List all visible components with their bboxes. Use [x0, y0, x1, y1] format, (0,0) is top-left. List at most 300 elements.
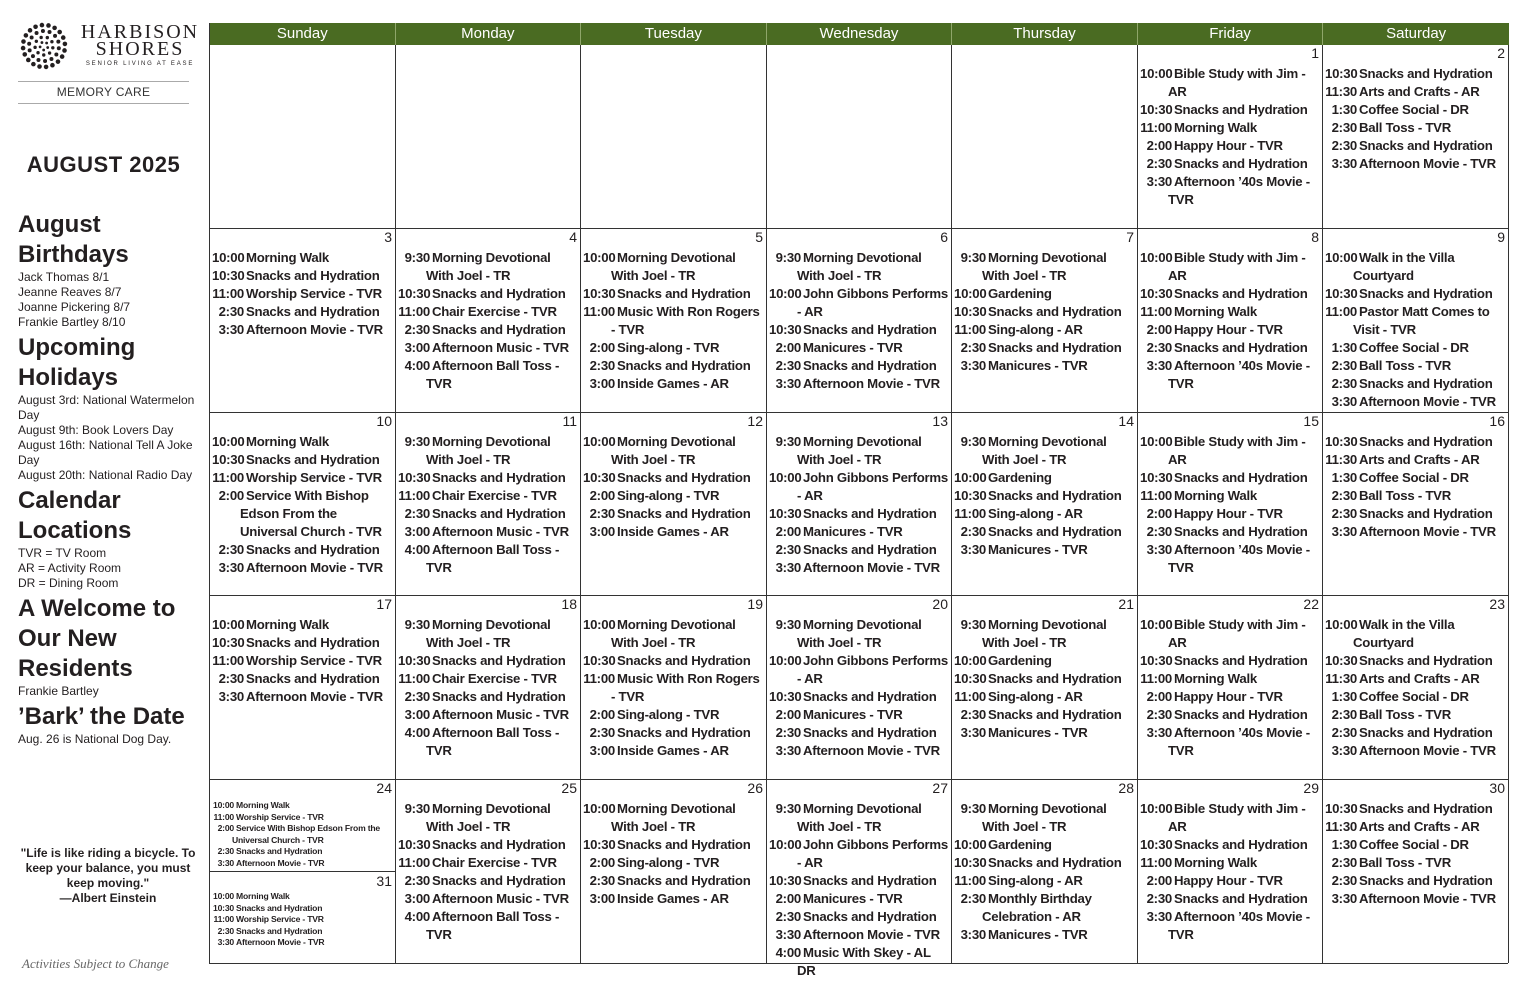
- logo-dot: [21, 46, 26, 51]
- event-time: 11:00: [212, 470, 244, 485]
- event-title: Snacks and Hydration: [1174, 837, 1308, 852]
- day-number: 18: [561, 596, 577, 612]
- event-time: 2:30: [218, 304, 244, 319]
- event-time: 2:30: [1146, 707, 1172, 722]
- event-time: 11:00: [1140, 671, 1172, 686]
- calendar-event: [769, 469, 950, 505]
- calendar-event: [1140, 908, 1321, 944]
- calendar-event: [769, 742, 950, 760]
- event-time: 11:00: [954, 506, 986, 521]
- event-time: 10:30: [583, 837, 616, 852]
- day-number: 10: [376, 413, 392, 429]
- logo-dot: [60, 54, 65, 59]
- day-number: 20: [932, 596, 948, 612]
- day-cell: [1138, 229, 1323, 413]
- event-list: [212, 800, 394, 869]
- logo-dot: [39, 36, 42, 39]
- day-number: 1: [1311, 45, 1319, 61]
- calendar-event: [954, 836, 1136, 854]
- event-time: 2:30: [960, 340, 986, 355]
- calendar-event: [583, 706, 765, 724]
- event-title: Snacks and Hydration: [1359, 286, 1493, 301]
- event-title: Morning Devotional With Joel - TR: [426, 434, 551, 467]
- event-title: Afternoon ’40s Movie - TVR: [1168, 909, 1310, 942]
- event-time: 9:30: [775, 434, 801, 449]
- event-title: Afternoon Movie - TVR: [1359, 394, 1496, 409]
- logo-dot: [41, 29, 45, 33]
- calendar-event: [1140, 724, 1321, 760]
- calendar-event: [769, 836, 950, 872]
- event-title: Snacks and Hydration: [432, 470, 566, 485]
- calendar-event: [1140, 836, 1321, 854]
- logo-dot: [43, 59, 47, 63]
- event-title: Snacks and Hydration: [246, 268, 380, 283]
- calendar-event: [1325, 724, 1507, 742]
- calendar-event: [398, 872, 579, 890]
- event-title: Snacks and Hydration: [988, 707, 1122, 722]
- calendar-event: [1140, 469, 1321, 487]
- event-time: 2:30: [217, 846, 234, 856]
- event-title: Snacks and Hydration: [617, 470, 751, 485]
- event-list: [398, 800, 579, 944]
- event-time: 11:00: [212, 286, 244, 301]
- event-list: [954, 616, 1136, 742]
- day-of-week-saturday: Saturday: [1386, 25, 1447, 42]
- calendar-event: [769, 800, 950, 836]
- event-title: Snacks and Hydration: [246, 452, 380, 467]
- event-time: 11:00: [954, 873, 986, 888]
- event-title: Manicures - TVR: [988, 358, 1088, 373]
- event-title: Snacks and Hydration: [246, 635, 380, 650]
- event-time: 10:00: [954, 470, 987, 485]
- event-title: Ball Toss - TVR: [1359, 488, 1451, 503]
- event-title: John Gibbons Performs - AR: [797, 653, 948, 686]
- event-time: 2:30: [404, 873, 430, 888]
- calendar-event: [583, 285, 765, 303]
- event-title: Afternoon Ball Toss - TVR: [426, 542, 560, 575]
- event-time: 10:30: [954, 488, 987, 503]
- calendar-event: [954, 616, 1136, 652]
- calendar-event: [1325, 742, 1507, 760]
- event-title: Morning Walk: [236, 800, 290, 810]
- event-title: Sing-along - TVR: [617, 488, 720, 503]
- event-time: 2:30: [589, 506, 615, 521]
- event-title: Snacks and Hydration: [1174, 524, 1308, 539]
- quote-text: "Life is like riding a bicycle. To keep your balance, you must keep moving.": [20, 846, 196, 890]
- event-list: [1140, 800, 1321, 944]
- calendar-event: [1140, 523, 1321, 541]
- calendar-event: [212, 541, 394, 559]
- event-title: Service With Bishop Edson From the Universal Church - TVR: [240, 488, 382, 539]
- event-title: Afternoon Movie - TVR: [1359, 743, 1496, 758]
- event-title: Worship Service - TVR: [246, 286, 382, 301]
- day-of-week-thursday: Thursday: [952, 23, 1138, 45]
- event-time: 3:30: [775, 376, 801, 391]
- event-title: Morning Devotional With Joel - TR: [426, 250, 551, 283]
- event-time: 2:30: [960, 707, 986, 722]
- day-cell: [581, 45, 767, 229]
- event-title: Snacks and Hydration: [236, 925, 323, 936]
- sidebar-section-line: TVR = TV Room: [18, 546, 107, 560]
- event-time: 3:30: [218, 322, 244, 337]
- event-title: Arts and Crafts - AR: [1359, 84, 1480, 99]
- calendar-event: [1325, 249, 1507, 285]
- event-title: Morning Devotional With Joel - TR: [426, 801, 551, 834]
- event-title: Morning Devotional With Joel - TR: [982, 801, 1107, 834]
- day-cell: [767, 596, 952, 780]
- event-time: 2:00: [775, 891, 801, 906]
- logo-dot: [42, 49, 45, 52]
- calendar-event: [212, 451, 394, 469]
- event-title: Music With Skey - AL DR: [797, 945, 931, 978]
- day-cell: [767, 413, 952, 596]
- sidebar-section-line: Frankie Bartley 8/10: [18, 315, 126, 329]
- event-title: Coffee Social - DR: [1359, 470, 1469, 485]
- event-title: Bible Study with Jim - AR: [1168, 434, 1306, 467]
- day-number: 15: [1303, 413, 1319, 429]
- event-title: Snacks and Hydration: [988, 488, 1122, 503]
- calendar-event: [954, 724, 1136, 742]
- logo-dot: [26, 58, 31, 63]
- event-title: Snacks and Hydration: [432, 873, 566, 888]
- event-title: Ball Toss - TVR: [1359, 120, 1451, 135]
- event-title: Morning Devotional With Joel - TR: [611, 250, 736, 283]
- event-title: Coffee Social - DR: [1359, 102, 1469, 117]
- event-time: 1:30: [1331, 102, 1357, 117]
- logo-dot: [56, 59, 61, 64]
- calendar-event: [398, 908, 579, 944]
- event-title: Afternoon Movie - TVR: [236, 857, 325, 868]
- calendar-event: [954, 303, 1136, 321]
- month-title: AUGUST 2025: [26, 152, 181, 177]
- event-time: 2:00: [589, 488, 615, 503]
- calendar-event: [398, 487, 579, 505]
- event-time: 3:30: [775, 743, 801, 758]
- logo-dot: [53, 34, 57, 38]
- sidebar-section-line: AR = Activity Room: [18, 561, 122, 575]
- event-title: Inside Games - AR: [617, 743, 729, 758]
- calendar-event: [769, 433, 950, 469]
- event-title: Inside Games - AR: [617, 524, 729, 539]
- event-time: 2:30: [217, 925, 234, 936]
- event-list: [1325, 65, 1507, 173]
- day-cell: [581, 780, 767, 963]
- event-time: 3:30: [1331, 156, 1357, 171]
- logo-name-line1: HARBISON: [80, 21, 200, 43]
- day-number: 5: [755, 229, 763, 245]
- event-time: 10:30: [1325, 653, 1358, 668]
- calendar-event: [583, 724, 765, 742]
- calendar-event: [583, 303, 765, 339]
- calendar-event: [1325, 872, 1507, 890]
- calendar-event: [954, 926, 1136, 944]
- event-time: 3:30: [1331, 891, 1357, 906]
- einstein-quote: [18, 846, 198, 906]
- calendar-body: [210, 45, 1509, 978]
- event-time: 3:30: [960, 358, 986, 373]
- sidebar-section-line: August 3rd: National Watermelon Day: [18, 393, 195, 422]
- event-title: Afternoon Movie - TVR: [803, 376, 940, 391]
- logo-name-line2: SHORES: [95, 38, 185, 60]
- calendar-event: [1325, 303, 1507, 339]
- calendar-event: [212, 858, 394, 870]
- calendar-event: [769, 872, 950, 890]
- event-title: Happy Hour - TVR: [1174, 322, 1283, 337]
- event-list: [583, 616, 765, 760]
- event-time: 2:30: [404, 322, 430, 337]
- logo-dot: [39, 46, 42, 49]
- event-time: 2:00: [1146, 138, 1172, 153]
- event-list: [769, 249, 950, 393]
- event-time: 4:00: [404, 358, 430, 373]
- event-time: 10:00: [583, 250, 616, 265]
- event-time: 2:00: [775, 524, 801, 539]
- event-time: 9:30: [404, 617, 430, 632]
- event-title: Morning Walk: [1174, 488, 1257, 503]
- day-cell: [210, 780, 396, 963]
- calendar-event: [1325, 339, 1507, 357]
- event-time: 10:00: [769, 837, 802, 852]
- day-cell: [210, 45, 396, 229]
- event-time: 11:00: [1140, 120, 1172, 135]
- event-time: 2:00: [1146, 322, 1172, 337]
- event-time: 9:30: [960, 801, 986, 816]
- logo-dot: [46, 36, 49, 39]
- calendar-event: [1140, 688, 1321, 706]
- event-time: 10:00: [212, 617, 245, 632]
- calendar-event: [769, 652, 950, 688]
- event-time: 2:00: [589, 340, 615, 355]
- calendar-event: [583, 854, 765, 872]
- calendar-event: [212, 903, 394, 915]
- event-title: Morning Devotional With Joel - TR: [611, 434, 736, 467]
- event-time: 10:00: [583, 801, 616, 816]
- calendar-event: [398, 836, 579, 854]
- harbison-shores-logo: [20, 21, 200, 72]
- event-title: Snacks and Hydration: [1359, 434, 1493, 449]
- event-title: Snacks and Hydration: [1174, 891, 1308, 906]
- sidebar-section-heading: A Welcome to Our New Residents: [18, 595, 176, 682]
- calendar-event: [398, 357, 579, 393]
- calendar-event: [398, 616, 579, 652]
- day-number: 12: [747, 413, 763, 429]
- day-number: 3: [384, 229, 392, 245]
- event-time: 11:00: [212, 653, 244, 668]
- event-title: Snacks and Hydration: [803, 358, 937, 373]
- event-title: Snacks and Hydration: [803, 506, 937, 521]
- day-cell: [767, 45, 952, 229]
- calendar-event: [1325, 616, 1507, 652]
- event-title: Snacks and Hydration: [1359, 376, 1493, 391]
- event-title: Snacks and Hydration: [1359, 873, 1493, 888]
- calendar-event: [1325, 854, 1507, 872]
- event-title: Sing-along - AR: [988, 322, 1083, 337]
- day-cell: [1323, 413, 1509, 596]
- event-title: Pastor Matt Comes to Visit - TVR: [1353, 304, 1490, 337]
- calendar-event: [1140, 321, 1321, 339]
- event-time: 11:00: [954, 689, 986, 704]
- calendar-event: [398, 469, 579, 487]
- day-of-week-sunday: Sunday: [210, 23, 396, 45]
- event-time: 2:30: [1331, 358, 1357, 373]
- event-title: Snacks and Hydration: [988, 524, 1122, 539]
- calendar-event: [769, 688, 950, 706]
- calendar-event: [398, 706, 579, 724]
- day-cell: [1138, 45, 1323, 229]
- logo-dot: [42, 53, 45, 56]
- event-title: Snacks and Hydration: [1359, 801, 1493, 816]
- event-time: 3:30: [218, 689, 244, 704]
- day-number: 31: [376, 873, 392, 889]
- event-time: 10:30: [398, 653, 431, 668]
- day-of-week-wednesday: Wednesday: [767, 23, 953, 45]
- sidebar-section-line: August 20th: National Radio Day: [18, 468, 193, 482]
- day-cell: [210, 413, 396, 596]
- event-title: Snacks and Hydration: [617, 506, 751, 521]
- calendar-event: [954, 800, 1136, 836]
- calendar-event: [1325, 65, 1507, 83]
- event-time: 2:30: [960, 524, 986, 539]
- logo-dot: [27, 42, 31, 46]
- event-time: 10:00: [1140, 801, 1173, 816]
- event-title: Snacks and Hydration: [803, 322, 937, 337]
- calendar-event: [583, 652, 765, 670]
- day-number: 7: [1126, 229, 1134, 245]
- day-cell: [952, 45, 1138, 229]
- event-list: [954, 800, 1136, 944]
- event-time: 10:00: [954, 837, 987, 852]
- event-time: 3:30: [1146, 542, 1172, 557]
- event-title: Morning Devotional With Joel - TR: [797, 801, 922, 834]
- day-cell: [396, 780, 581, 963]
- calendar-event: [769, 616, 950, 652]
- event-time: 4:00: [404, 725, 430, 740]
- calendar-event: [1140, 872, 1321, 890]
- sidebar: [0, 0, 205, 990]
- event-title: Snacks and Hydration: [617, 358, 751, 373]
- event-time: 3:00: [404, 707, 430, 722]
- event-time: 11:00: [398, 855, 430, 870]
- day-number: 9: [1497, 229, 1505, 245]
- calendar-event: [1140, 119, 1321, 137]
- sidebar-section: [18, 333, 203, 483]
- day-cell: [1138, 596, 1323, 780]
- calendar-event: [1140, 616, 1321, 652]
- event-title: Sing-along - AR: [988, 689, 1083, 704]
- event-title: Worship Service - TVR: [236, 914, 324, 924]
- event-time: 3:30: [1331, 524, 1357, 539]
- calendar-event: [1140, 155, 1321, 173]
- event-title: Afternoon Movie - TVR: [1359, 524, 1496, 539]
- logo-dot: [22, 52, 27, 57]
- sidebar-section: [18, 210, 203, 330]
- day-cell: [396, 413, 581, 596]
- sidebar-section: [18, 702, 203, 747]
- calendar-event: [769, 375, 950, 393]
- event-title: Morning Walk: [1174, 671, 1257, 686]
- logo-dot: [49, 57, 53, 61]
- calendar-event: [769, 285, 950, 321]
- event-title: Snacks and Hydration: [617, 653, 751, 668]
- event-time: 2:30: [1331, 725, 1357, 740]
- calendar-event: [398, 688, 579, 706]
- day-cell: [1323, 596, 1509, 780]
- event-title: Morning Devotional With Joel - TR: [982, 250, 1107, 283]
- calendar-event: [769, 908, 950, 926]
- calendar-event: [1140, 101, 1321, 119]
- event-title: Manicures - TVR: [803, 524, 903, 539]
- event-time: 2:00: [218, 488, 244, 503]
- event-time: 10:30: [1325, 801, 1358, 816]
- event-list: [769, 433, 950, 577]
- event-time: 10:00: [1140, 66, 1173, 81]
- event-title: Gardening: [988, 653, 1052, 668]
- event-time: 2:00: [589, 855, 615, 870]
- logo-dot: [41, 41, 44, 44]
- event-time: 10:30: [398, 470, 431, 485]
- day-number: 26: [747, 780, 763, 796]
- calendar-event: [769, 541, 950, 559]
- calendar-event: [583, 616, 765, 652]
- event-title: Snacks and Hydration: [617, 286, 751, 301]
- calendar-event: [1140, 890, 1321, 908]
- calendar-event: [1140, 137, 1321, 155]
- logo-dot: [50, 63, 55, 68]
- event-time: 3:00: [404, 524, 430, 539]
- logo-dot: [61, 35, 66, 40]
- event-title: Afternoon Movie - TVR: [803, 743, 940, 758]
- event-title: Sing-along - TVR: [617, 707, 720, 722]
- event-title: Sing-along - TVR: [617, 855, 720, 870]
- day-cell: [210, 229, 396, 413]
- event-time: 9:30: [960, 617, 986, 632]
- calendar-event: [954, 523, 1136, 541]
- event-list: [583, 249, 765, 393]
- day-cell: [1323, 780, 1509, 963]
- logo-dot: [36, 58, 40, 62]
- day-number: 29: [1303, 780, 1319, 796]
- event-time: 2:30: [1331, 855, 1357, 870]
- calendar-event: [398, 523, 579, 541]
- event-time: 3:30: [217, 937, 234, 947]
- event-time: 2:00: [589, 707, 615, 722]
- event-time: 2:30: [589, 358, 615, 373]
- event-time: 2:00: [1146, 873, 1172, 888]
- calendar-event: [1140, 854, 1321, 872]
- event-time: 11:00: [398, 671, 430, 686]
- event-title: Afternoon ’40s Movie - TVR: [1168, 174, 1310, 207]
- logo-dot: [45, 42, 48, 45]
- calendar-event: [212, 926, 394, 938]
- event-time: 3:00: [589, 524, 615, 539]
- event-title: Gardening: [988, 837, 1052, 852]
- event-title: Snacks and Hydration: [432, 506, 566, 521]
- day-number: 16: [1489, 413, 1505, 429]
- event-title: Gardening: [988, 470, 1052, 485]
- event-time: 10:00: [583, 617, 616, 632]
- day-number: 19: [747, 596, 763, 612]
- event-title: Morning Walk: [236, 891, 290, 901]
- disclaimer: Activities Subject to Change: [22, 956, 169, 971]
- event-time: 10:30: [769, 506, 802, 521]
- event-list: [583, 800, 765, 908]
- event-time: 2:30: [589, 873, 615, 888]
- event-list: [583, 433, 765, 541]
- event-title: Snacks and Hydration: [246, 304, 380, 319]
- event-title: Inside Games - AR: [617, 891, 729, 906]
- event-title: Snacks and Hydration: [432, 689, 566, 704]
- calendar-event: [1140, 65, 1321, 101]
